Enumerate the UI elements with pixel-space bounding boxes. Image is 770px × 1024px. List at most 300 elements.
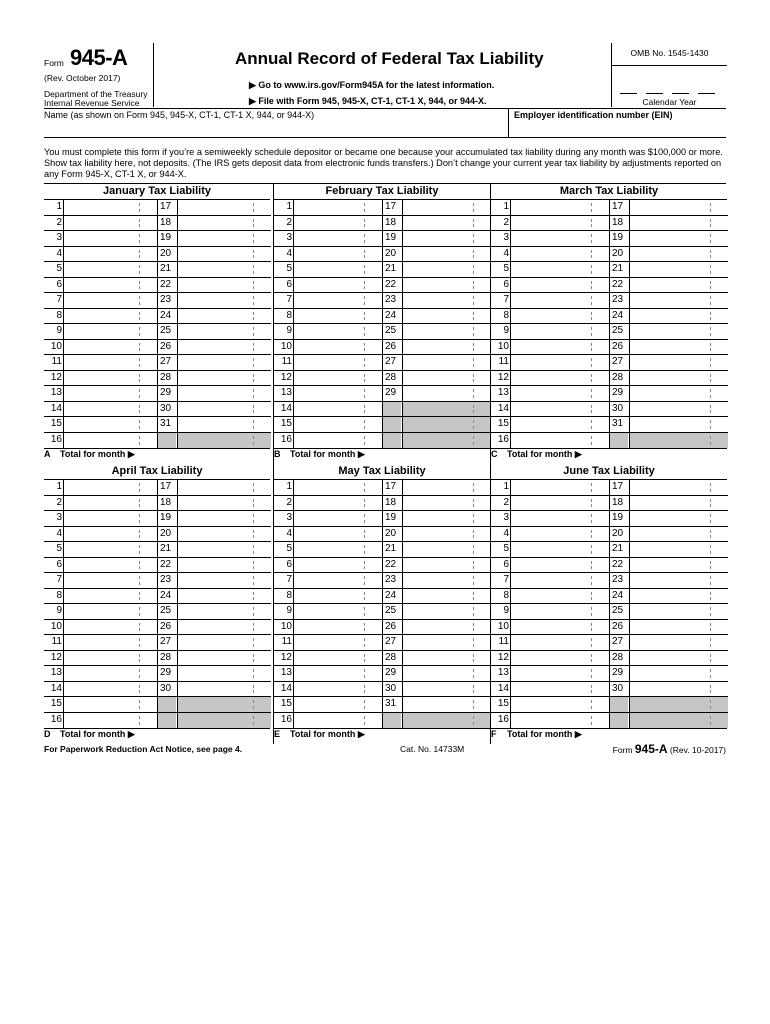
day-amount-field[interactable] [402,589,491,604]
day-row [274,604,382,620]
day-amount-field[interactable] [629,417,728,432]
day-amount-field[interactable] [63,697,157,712]
day-row [610,666,728,682]
day-amount-field[interactable] [177,247,271,262]
unused-amount-cell [629,697,728,712]
day-row [383,278,491,294]
day-amount-field[interactable] [293,433,382,449]
total-for-month-label: Total for month ▶ [60,729,135,739]
day-row [158,293,271,309]
calendar-year-field[interactable] [620,81,724,91]
day-amount-field[interactable] [402,200,491,215]
day-amount-field[interactable] [293,635,382,650]
day-row [44,355,157,371]
day-amount-field[interactable] [402,371,491,386]
day-amount-field[interactable] [510,682,609,697]
day-amount-field[interactable] [293,542,382,557]
day-amount-field[interactable] [177,666,271,681]
day-amount-field[interactable] [63,511,157,526]
day-amount-field[interactable] [629,200,728,215]
day-row [491,433,609,449]
day-amount-field[interactable] [510,402,609,417]
day-row [383,200,491,216]
day-amount-field[interactable] [402,386,491,401]
day-amount-field[interactable] [177,620,271,635]
day-amount-field[interactable] [510,496,609,511]
day-amount-field[interactable] [293,216,382,231]
day-number: 23 [160,294,172,305]
day-amount-field[interactable] [510,604,609,619]
day-amount-field[interactable] [629,573,728,588]
day-amount-field[interactable] [293,527,382,542]
day-amount-field[interactable] [629,355,728,370]
day-amount-field[interactable] [177,262,271,277]
day-amount-field[interactable] [402,247,491,262]
day-amount-field[interactable] [402,527,491,542]
day-amount-field[interactable] [629,666,728,681]
day-amount-field[interactable] [293,231,382,246]
day-amount-field[interactable] [510,200,609,215]
day-amount-field[interactable] [629,386,728,401]
footer-form-number: 945-A [634,742,668,756]
day-amount-field[interactable] [402,558,491,573]
day-amount-field[interactable] [402,262,491,277]
day-amount-field[interactable] [629,340,728,355]
day-amount-field[interactable] [63,247,157,262]
day-amount-field[interactable] [177,402,271,417]
day-amount-field[interactable] [63,355,157,370]
day-amount-field[interactable] [293,293,382,308]
day-column [491,200,609,448]
day-amount-field[interactable] [63,402,157,417]
day-number: 23 [385,294,397,305]
day-amount-field[interactable] [629,682,728,697]
form-title: Annual Record of Federal Tax Liability [235,49,544,68]
day-row [383,620,491,636]
day-amount-field[interactable] [293,480,382,495]
day-amount-field[interactable] [63,324,157,339]
paperwork-notice: For Paperwork Reduction Act Notice, see page 4. [44,744,243,754]
day-number: 15 [497,418,509,429]
day-amount-field[interactable] [510,355,609,370]
day-amount-field[interactable] [293,620,382,635]
day-number: 29 [385,387,397,398]
day-row [158,589,271,605]
day-amount-field[interactable] [63,620,157,635]
day-amount-field[interactable] [177,511,271,526]
day-number: 17 [612,481,624,492]
day-amount-field[interactable] [629,604,728,619]
day-amount-field[interactable] [510,324,609,339]
day-number: 21 [612,543,624,554]
day-row [491,340,609,356]
day-row [274,417,382,433]
day-row [158,200,271,216]
day-number: 28 [612,651,624,663]
unused-day-cell [610,433,628,449]
day-row [610,247,728,263]
day-number: 29 [160,387,172,398]
day-amount-field[interactable] [629,324,728,339]
day-amount-field[interactable] [293,371,382,386]
day-amount-field[interactable] [177,417,271,432]
day-amount-field[interactable] [629,262,728,277]
day-amount-field[interactable] [177,496,271,511]
day-amount-field[interactable] [293,651,382,666]
day-amount-field[interactable] [293,386,382,401]
day-amount-field[interactable] [510,635,609,650]
day-amount-field[interactable] [510,589,609,604]
day-amount-field[interactable] [629,527,728,542]
day-row [610,231,728,247]
day-number: 7 [503,574,509,585]
day-amount-field[interactable] [177,386,271,401]
day-amount-field[interactable] [402,278,491,293]
day-amount-field[interactable] [177,527,271,542]
day-amount-field[interactable] [63,340,157,355]
day-amount-field[interactable] [177,573,271,588]
day-amount-field[interactable] [293,573,382,588]
day-amount-field[interactable] [177,355,271,370]
day-amount-field[interactable] [63,589,157,604]
day-row [491,480,609,496]
day-amount-field[interactable] [402,542,491,557]
day-amount-field[interactable] [293,589,382,604]
day-row [274,651,382,667]
day-amount-field[interactable] [402,604,491,619]
day-amount-field[interactable] [510,293,609,308]
day-amount-field[interactable] [177,480,271,495]
day-amount-field[interactable] [63,480,157,495]
day-number: 11 [281,636,292,647]
day-amount-field[interactable] [63,527,157,542]
month-total-field[interactable] [44,729,135,740]
day-amount-field[interactable] [629,278,728,293]
day-amount-field[interactable] [402,697,491,712]
day-row [610,635,728,651]
day-number: 9 [56,325,62,336]
day-amount-field[interactable] [510,573,609,588]
day-amount-field[interactable] [629,480,728,495]
day-number: 20 [612,527,624,539]
day-row [274,496,382,512]
day-amount-field[interactable] [629,635,728,650]
month-total-field[interactable] [44,449,135,460]
day-amount-field[interactable] [63,231,157,246]
instructions-text: You must complete this form if you’re a semiweekly schedule depositor or became one because your accumulated tax liability during any month was $100,000 or more. Show tax liability here, not deposits. (The IRS gets deposit data from electronic funds transfers.) Don’t change your current year tax liability by adjustments reported on any Form 945-X, CT-1 X, or 944-X. [44,147,723,179]
day-amount-field[interactable] [510,231,609,246]
day-amount-field[interactable] [402,480,491,495]
day-amount-field[interactable] [293,340,382,355]
day-amount-field[interactable] [177,293,271,308]
day-amount-field[interactable] [293,200,382,215]
day-number: 8 [503,309,509,321]
day-amount-field[interactable] [177,604,271,619]
day-amount-field[interactable] [402,293,491,308]
day-number: 22 [385,558,397,570]
day-number: 15 [280,418,292,429]
day-row [491,247,609,263]
day-number: 3 [286,512,292,523]
day-amount-field[interactable] [629,496,728,511]
day-amount-field[interactable] [629,542,728,557]
day-number: 5 [286,263,292,274]
day-amount-field[interactable] [63,651,157,666]
day-amount-field[interactable] [177,278,271,293]
unused-day-cell [158,713,176,729]
day-amount-field[interactable] [510,480,609,495]
day-amount-field[interactable] [63,216,157,231]
day-amount-field[interactable] [63,278,157,293]
day-row [274,635,382,651]
day-number: 26 [160,340,172,352]
day-row [158,309,271,325]
month-total-field[interactable] [491,449,582,460]
day-amount-field[interactable] [177,635,271,650]
day-amount-field[interactable] [629,589,728,604]
day-amount-field[interactable] [177,340,271,355]
day-row [610,309,728,325]
day-number: 17 [160,201,172,212]
day-amount-field[interactable] [63,262,157,277]
day-amount-field[interactable] [293,666,382,681]
day-amount-field[interactable] [63,433,157,449]
day-amount-field[interactable] [629,371,728,386]
day-amount-field[interactable] [177,216,271,231]
day-amount-field[interactable] [177,542,271,557]
day-amount-field[interactable] [293,355,382,370]
day-amount-field[interactable] [63,573,157,588]
day-amount-field[interactable] [402,309,491,324]
day-number: 7 [286,294,292,305]
day-row [610,324,728,340]
day-amount-field[interactable] [293,682,382,697]
unused-amount-cell [402,713,491,729]
day-amount-field[interactable] [402,355,491,370]
day-amount-field[interactable] [177,309,271,324]
day-amount-field[interactable] [63,558,157,573]
day-number: 15 [50,418,62,429]
day-row [491,558,609,574]
day-row [158,247,271,263]
day-amount-field[interactable] [293,511,382,526]
day-amount-field[interactable] [293,402,382,417]
day-amount-field[interactable] [510,278,609,293]
total-for-month-label: Total for month ▶ [60,449,135,459]
unused-day-cell [383,402,401,417]
month-total-field[interactable] [491,729,582,740]
day-row [274,573,382,589]
day-number: 4 [503,527,509,539]
day-amount-field[interactable] [293,496,382,511]
day-amount-field[interactable] [402,651,491,666]
day-amount-field[interactable] [510,247,609,262]
day-amount-field[interactable] [402,620,491,635]
day-number: 10 [50,620,62,632]
day-amount-field[interactable] [293,417,382,432]
day-number: 16 [50,433,62,445]
day-amount-field[interactable] [510,651,609,666]
day-amount-field[interactable] [177,324,271,339]
day-number: 25 [612,325,624,336]
day-amount-field[interactable] [63,666,157,681]
day-amount-field[interactable] [177,558,271,573]
day-amount-field[interactable] [629,216,728,231]
day-amount-field[interactable] [402,496,491,511]
day-amount-field[interactable] [629,558,728,573]
day-amount-field[interactable] [510,713,609,729]
month-total-field[interactable] [274,729,365,740]
day-amount-field[interactable] [629,620,728,635]
day-number: 5 [503,263,509,274]
day-amount-field[interactable] [402,682,491,697]
day-number: 12 [50,651,62,663]
day-amount-field[interactable] [63,309,157,324]
day-number: 29 [385,667,397,678]
day-number: 23 [612,574,624,585]
day-amount-field[interactable] [510,417,609,432]
day-row [383,231,491,247]
day-row [158,682,271,698]
day-amount-field[interactable] [63,713,157,729]
day-row [383,386,491,402]
day-amount-field[interactable] [510,262,609,277]
day-number: 13 [497,387,509,398]
day-amount-field[interactable] [510,511,609,526]
day-number: 1 [286,201,292,212]
ein-field[interactable] [508,109,727,137]
day-amount-field[interactable] [402,666,491,681]
day-row [44,340,157,356]
day-amount-field[interactable] [402,635,491,650]
day-row [610,386,728,402]
day-amount-field[interactable] [293,713,382,729]
day-amount-field[interactable] [629,247,728,262]
day-amount-field[interactable] [63,604,157,619]
day-amount-field[interactable] [293,697,382,712]
day-amount-field[interactable] [510,666,609,681]
total-line-letter: D [44,729,51,739]
day-amount-field[interactable] [402,340,491,355]
day-amount-field[interactable] [629,293,728,308]
day-number: 10 [280,620,292,632]
day-row [44,620,157,636]
day-number: 3 [286,232,292,243]
unused-amount-cell [177,697,271,712]
day-row [610,682,728,698]
day-number: 14 [497,402,509,414]
day-amount-field[interactable] [402,573,491,588]
day-amount-field[interactable] [629,231,728,246]
day-amount-field[interactable] [177,682,271,697]
day-amount-field[interactable] [510,527,609,542]
day-amount-field[interactable] [402,231,491,246]
day-amount-field[interactable] [293,558,382,573]
day-amount-field[interactable] [177,589,271,604]
day-number: 22 [612,278,624,290]
day-grid [491,199,727,449]
day-row [274,231,382,247]
day-row [610,293,728,309]
day-number: 4 [56,527,62,539]
ein-field-label: Employer identification number (EIN) [514,110,673,120]
day-amount-field[interactable] [510,542,609,557]
total-for-month-label: Total for month ▶ [507,449,582,459]
day-amount-field[interactable] [63,371,157,386]
day-row [44,713,157,729]
day-amount-field[interactable] [63,386,157,401]
day-amount-field[interactable] [63,542,157,557]
day-number: 23 [160,574,172,585]
day-amount-field[interactable] [629,309,728,324]
day-amount-field[interactable] [402,511,491,526]
day-amount-field[interactable] [510,386,609,401]
day-number: 14 [497,682,509,694]
day-column [609,200,728,448]
day-amount-field[interactable] [63,293,157,308]
day-amount-field[interactable] [63,417,157,432]
day-amount-field[interactable] [510,433,609,449]
day-amount-field[interactable] [63,200,157,215]
day-amount-field[interactable] [629,651,728,666]
unused-day-cell [610,697,628,712]
day-number: 17 [385,481,397,492]
day-amount-field[interactable] [293,262,382,277]
day-amount-field[interactable] [510,309,609,324]
day-amount-field[interactable] [63,635,157,650]
day-amount-field[interactable] [510,216,609,231]
day-amount-field[interactable] [177,200,271,215]
day-row [274,371,382,387]
day-row [491,651,609,667]
month-title: January Tax Liability [102,185,211,197]
month-title: February Tax Liability [325,185,439,197]
day-amount-field[interactable] [177,371,271,386]
day-amount-field[interactable] [177,651,271,666]
day-row [158,386,271,402]
day-row [610,355,728,371]
day-amount-field[interactable] [293,309,382,324]
day-number: 25 [385,605,397,616]
day-amount-field[interactable] [293,604,382,619]
day-row [610,589,728,605]
day-amount-field[interactable] [629,511,728,526]
day-amount-field[interactable] [293,278,382,293]
day-row [383,480,491,496]
day-amount-field[interactable] [63,682,157,697]
day-number: 28 [385,371,397,383]
day-amount-field[interactable] [177,231,271,246]
day-amount-field[interactable] [63,496,157,511]
day-amount-field[interactable] [510,697,609,712]
day-amount-field[interactable] [510,558,609,573]
day-amount-field[interactable] [510,620,609,635]
day-amount-field[interactable] [402,216,491,231]
day-row [491,200,609,216]
day-number: 18 [160,496,172,508]
month-total-field[interactable] [274,449,365,460]
day-amount-field[interactable] [629,402,728,417]
day-amount-field[interactable] [293,324,382,339]
day-row [44,511,157,527]
day-amount-field[interactable] [510,371,609,386]
day-amount-field[interactable] [402,324,491,339]
day-row [383,697,491,713]
day-number: 1 [286,481,292,492]
day-row [274,216,382,232]
day-amount-field[interactable] [293,247,382,262]
day-amount-field[interactable] [510,340,609,355]
